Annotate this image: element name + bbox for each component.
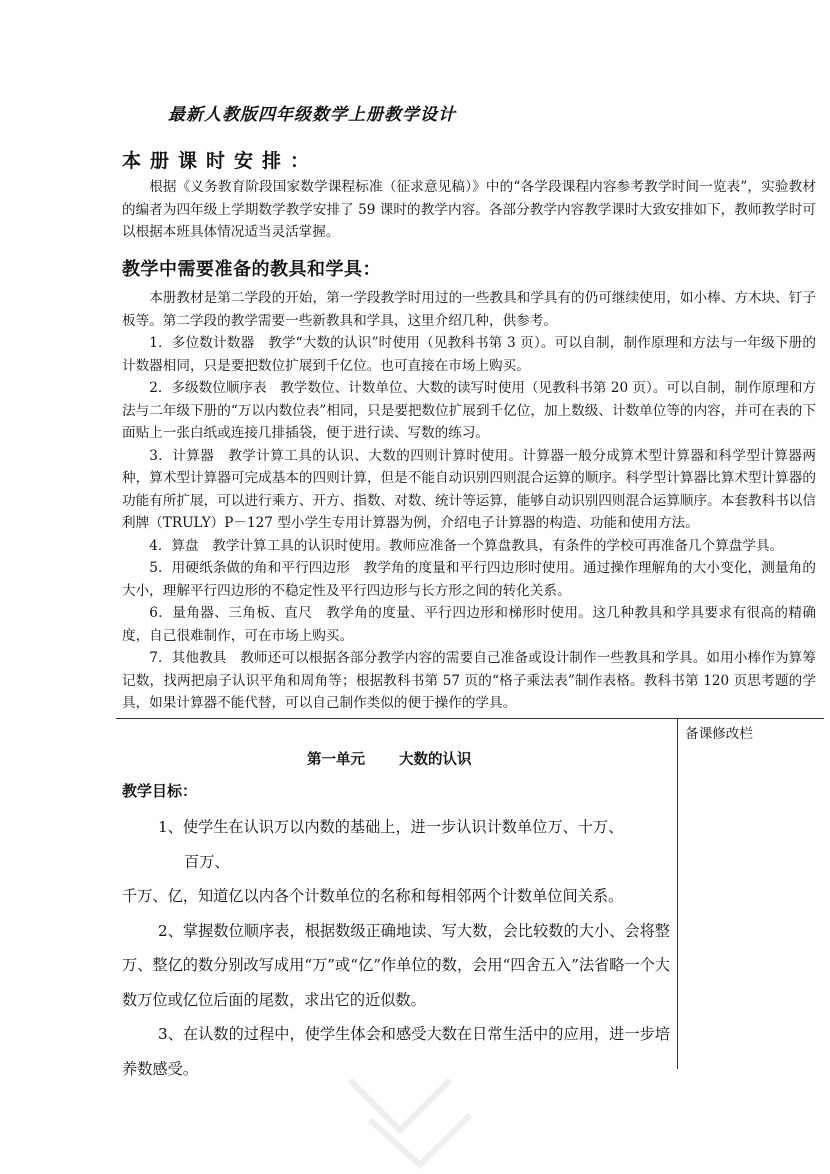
goal-2: 2、掌握数位顺序表，根据数级正确地读、写大数，会比较数的大小、会将整万、整亿的数分别改写成用“万”或“亿”作单位的数，会用“四舍五入”法省略一个大数万位或亿位后面的尾数，求出它的近似数。	[122, 921, 670, 1009]
aids-paragraph: 本册教材是第二学段的开始，第一学段教学时用过的一些教具和学具有的仍可继续使用，如小棒、方木块、钉子板等。第二学段的教学需要一些新教具和学具，这里介绍几种，供参考。	[122, 290, 816, 329]
schedule-paragraph: 根据《义务教育阶段国家数学课程标准（征求意见稿）》中的“各学段课程内容参考教学时间一览表”，实验教材的编者为四年级上学期数学教学安排了 59 课时的教学内容。各部分教学内容教学课时大致安排如下，教师教学时可以根据本班具体情况适当灵活掌握。	[122, 179, 816, 240]
aids-paragraph: 5．用硬纸条做的角和平行四边形 教学角的度量和平行四边形时使用。通过操作理解角的大小变化，测量角的大小，理解平行四边形的不稳定性及平行四边形与长方形之间的转化关系。	[122, 560, 816, 599]
aids-paragraph: 1．多位数计数器 教学“大数的认识”时使用（见教科书第 3 页）。可以自制，制作原理和方法与一年级下册的计数器相同，只是要把数位扩展到千亿位。也可直接在市场上购买。	[122, 335, 816, 374]
goal-1-line-1: 1、使学生在认识万以内数的基础上，进一步认识计数单位万、十万、	[158, 818, 624, 836]
goal-3: 3、在认数的过程中，使学生体会和感受大数在日常生活中的应用，进一步培养数感受。	[122, 1025, 670, 1078]
goals-heading: 教学目标：	[122, 782, 198, 800]
aids-paragraph: 6．量角器、三角板、直尺 教学角的度量、平行四边形和梯形时使用。这几种教具和学具要求有很高的精确度，自己很难制作，可在市场上购买。	[122, 605, 816, 644]
document-title: 最新人教版四年级数学上册教学设计	[168, 105, 456, 125]
aids-paragraph: 7．其他教具 教师还可以根据各部分教学内容的需要自己准备或设计制作一些教具和学具。如用小棒作为算筹记数，找两把扇子认识平角和周角等；根据教科书第 57 页的“格子乘法表”制作表格。教科书第 120 页思考题的学具，如果计算器不能代替，可以自己制作类似的便于操作的学具。	[122, 650, 816, 711]
goal-1-line-3: 千万、亿，知道亿以内各个计数单位的名称和每相邻两个计数单位间关系。	[122, 887, 624, 905]
goal-1-line-2: 百万、	[184, 852, 230, 871]
goals-list	[122, 810, 670, 1086]
table-top-border	[116, 718, 824, 719]
section-heading-lesson-schedule: 本册课时安排：	[122, 150, 319, 172]
unit-number: 第一单元	[307, 751, 365, 768]
table-column-divider	[677, 719, 678, 1069]
side-column-label: 备课修改栏	[685, 726, 753, 742]
aids-paragraph: 2．多级数位顺序表 教学数位、计数单位、大数的读写时使用（见教科书第 20 页）。可以自制，制作原理和方法与二年级下册的“万以内数位表”相同，只是要把数位扩展到千亿位，加上数级、计数单位等的内容，并可在表的下面贴上一张白纸或连接几排插袋，便于进行读、写数的练习。	[122, 380, 816, 441]
aids-paragraph: 3．计算器 教学计算工具的认识、大数的四则计算时使用。计算器一般分成算术型计算器和科学型计算器两种，算术型计算器可完成基本的四则计算，但是不能自动识别四则混合运算的顺序。科学型计算器比算术型计算器的功能有所扩展，可以进行乘方、开方、指数、对数、统计等运算，能够自动识别四则混合运算顺序。本套教科书以信利牌（TRULY）P－127 型小学生专用计算器为例，介绍电子计算器的构造、功能和使用方法。	[122, 447, 816, 531]
teaching-aids-list	[122, 287, 816, 715]
unit-title	[307, 748, 472, 769]
aids-paragraph: 4．算盘 教学计算工具的认识时使用。教师应准备一个算盘教具，有条件的学校可再准备几个算盘学具。	[149, 537, 784, 554]
unit-name: 大数的认识	[399, 751, 472, 768]
section-heading-teaching-aids: 教学中需要准备的教具和学具：	[122, 259, 381, 280]
